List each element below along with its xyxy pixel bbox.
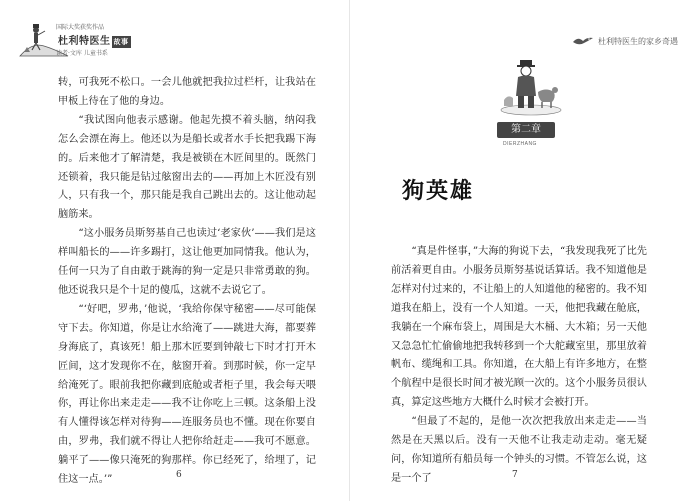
paragraph: “我试图向他表示感谢。他起先摸不着头脑，纳闷我怎么会漂在海上。他还以为是船长或者水手长把我踢下海的。后来他才了解清楚，我是被锁在木匠间里的。既然门还锁着，我只能是钻过舷窗出去的——再加上木匠没有别人，只有我一个，那只能是我自己跳出去的。这让他动起脑筋来。 bbox=[58, 114, 316, 221]
book-logo bbox=[18, 10, 168, 68]
chapter-title: 狗英雄 bbox=[402, 178, 475, 204]
book-title-text: 杜利特医生 bbox=[58, 36, 111, 47]
page-number: 6 bbox=[176, 470, 182, 480]
right-body-text bbox=[391, 243, 647, 489]
doctor-with-dog-icon bbox=[498, 54, 564, 116]
book-subtitle: 读者·文库 儿童书系 bbox=[56, 50, 108, 57]
page-number: 7 bbox=[512, 470, 518, 480]
running-header bbox=[572, 34, 678, 48]
paragraph: “但最了不起的，是他一次次把我放出来走走——当然是在天黑以后。没有一天他不让我走动走动。毫无疑问，你知道所有船员每一个钟头的习惯。不管怎么说，这是一个了 bbox=[391, 416, 647, 484]
running-header-title: 杜利特医生的家乡奇遇 bbox=[598, 36, 678, 46]
left-body-text bbox=[58, 74, 316, 490]
title-badge: 故事 bbox=[113, 36, 129, 46]
paragraph: “真是件怪事，”大海的狗说下去，“我发现我死了比先前活着更自由。小服务员斯努基说话算话。我不知道他是怎样对付过来的，不让船上的人知道他的秘密的。我不知道我在船上，没有一个人知道。一天，他把我藏在舱底，我躺在一个麻布袋上，周围是大木桶、大木箱；另一天他又急急忙忙偷偷地把我转移到一个大舵藏室里，那里放着帆布、缆绳和工具。你知道，在大船上有许多地方，在整个航程中是很长时间才被光顾一次的。这个小服务员很认真，算定这些地方大概什么时候才会被打开。 bbox=[391, 246, 647, 409]
book-title bbox=[58, 32, 131, 48]
paragraph: “这小服务员斯努基自己也读过‘老家伙’——我们是这样叫船长的——许多踢打，这让他更加同情我。他认为，任何一只为了自由敢于跳海的狗一定是只非常勇敢的狗。他还说我只是个十足的傻瓜，这就不去说它了。 bbox=[58, 228, 316, 296]
chapter-pinyin: DIERZHANG bbox=[503, 141, 537, 147]
chapter-badge: 第二章 bbox=[497, 122, 555, 138]
paragraph: 转，可我死不松口。一会儿他就把我拉过栏杆，让我站在甲板上待在了他的身边。 bbox=[58, 77, 316, 107]
series-label: 国际大奖获奖作品 bbox=[56, 24, 105, 31]
paragraph: “‘好吧，罗弗，’他说，‘我给你保守秘密——尽可能保守下去。你知道，你是让水给淹了——跳进大海，都要葬身海底了，真该死！船上那木匠要到钟敲七下时才打开木匠间，这才发现你不在，舷窗开着。到那时候，你一定早给淹死了。眼前我把你藏到底舱或者柜子里，我会每天喂你，再让你出来走走——我不让你吃上三顿。这条船上没有人懂得该怎样对待狗——连服务员也不懂。现在你要自由，罗弗，我们就不得让人把你给赶走——我可不愿意。躺平了——像只淹死的狗那样。你已经死了，给埋了，记住这一点。’” bbox=[58, 303, 316, 486]
bird-icon bbox=[572, 34, 594, 48]
